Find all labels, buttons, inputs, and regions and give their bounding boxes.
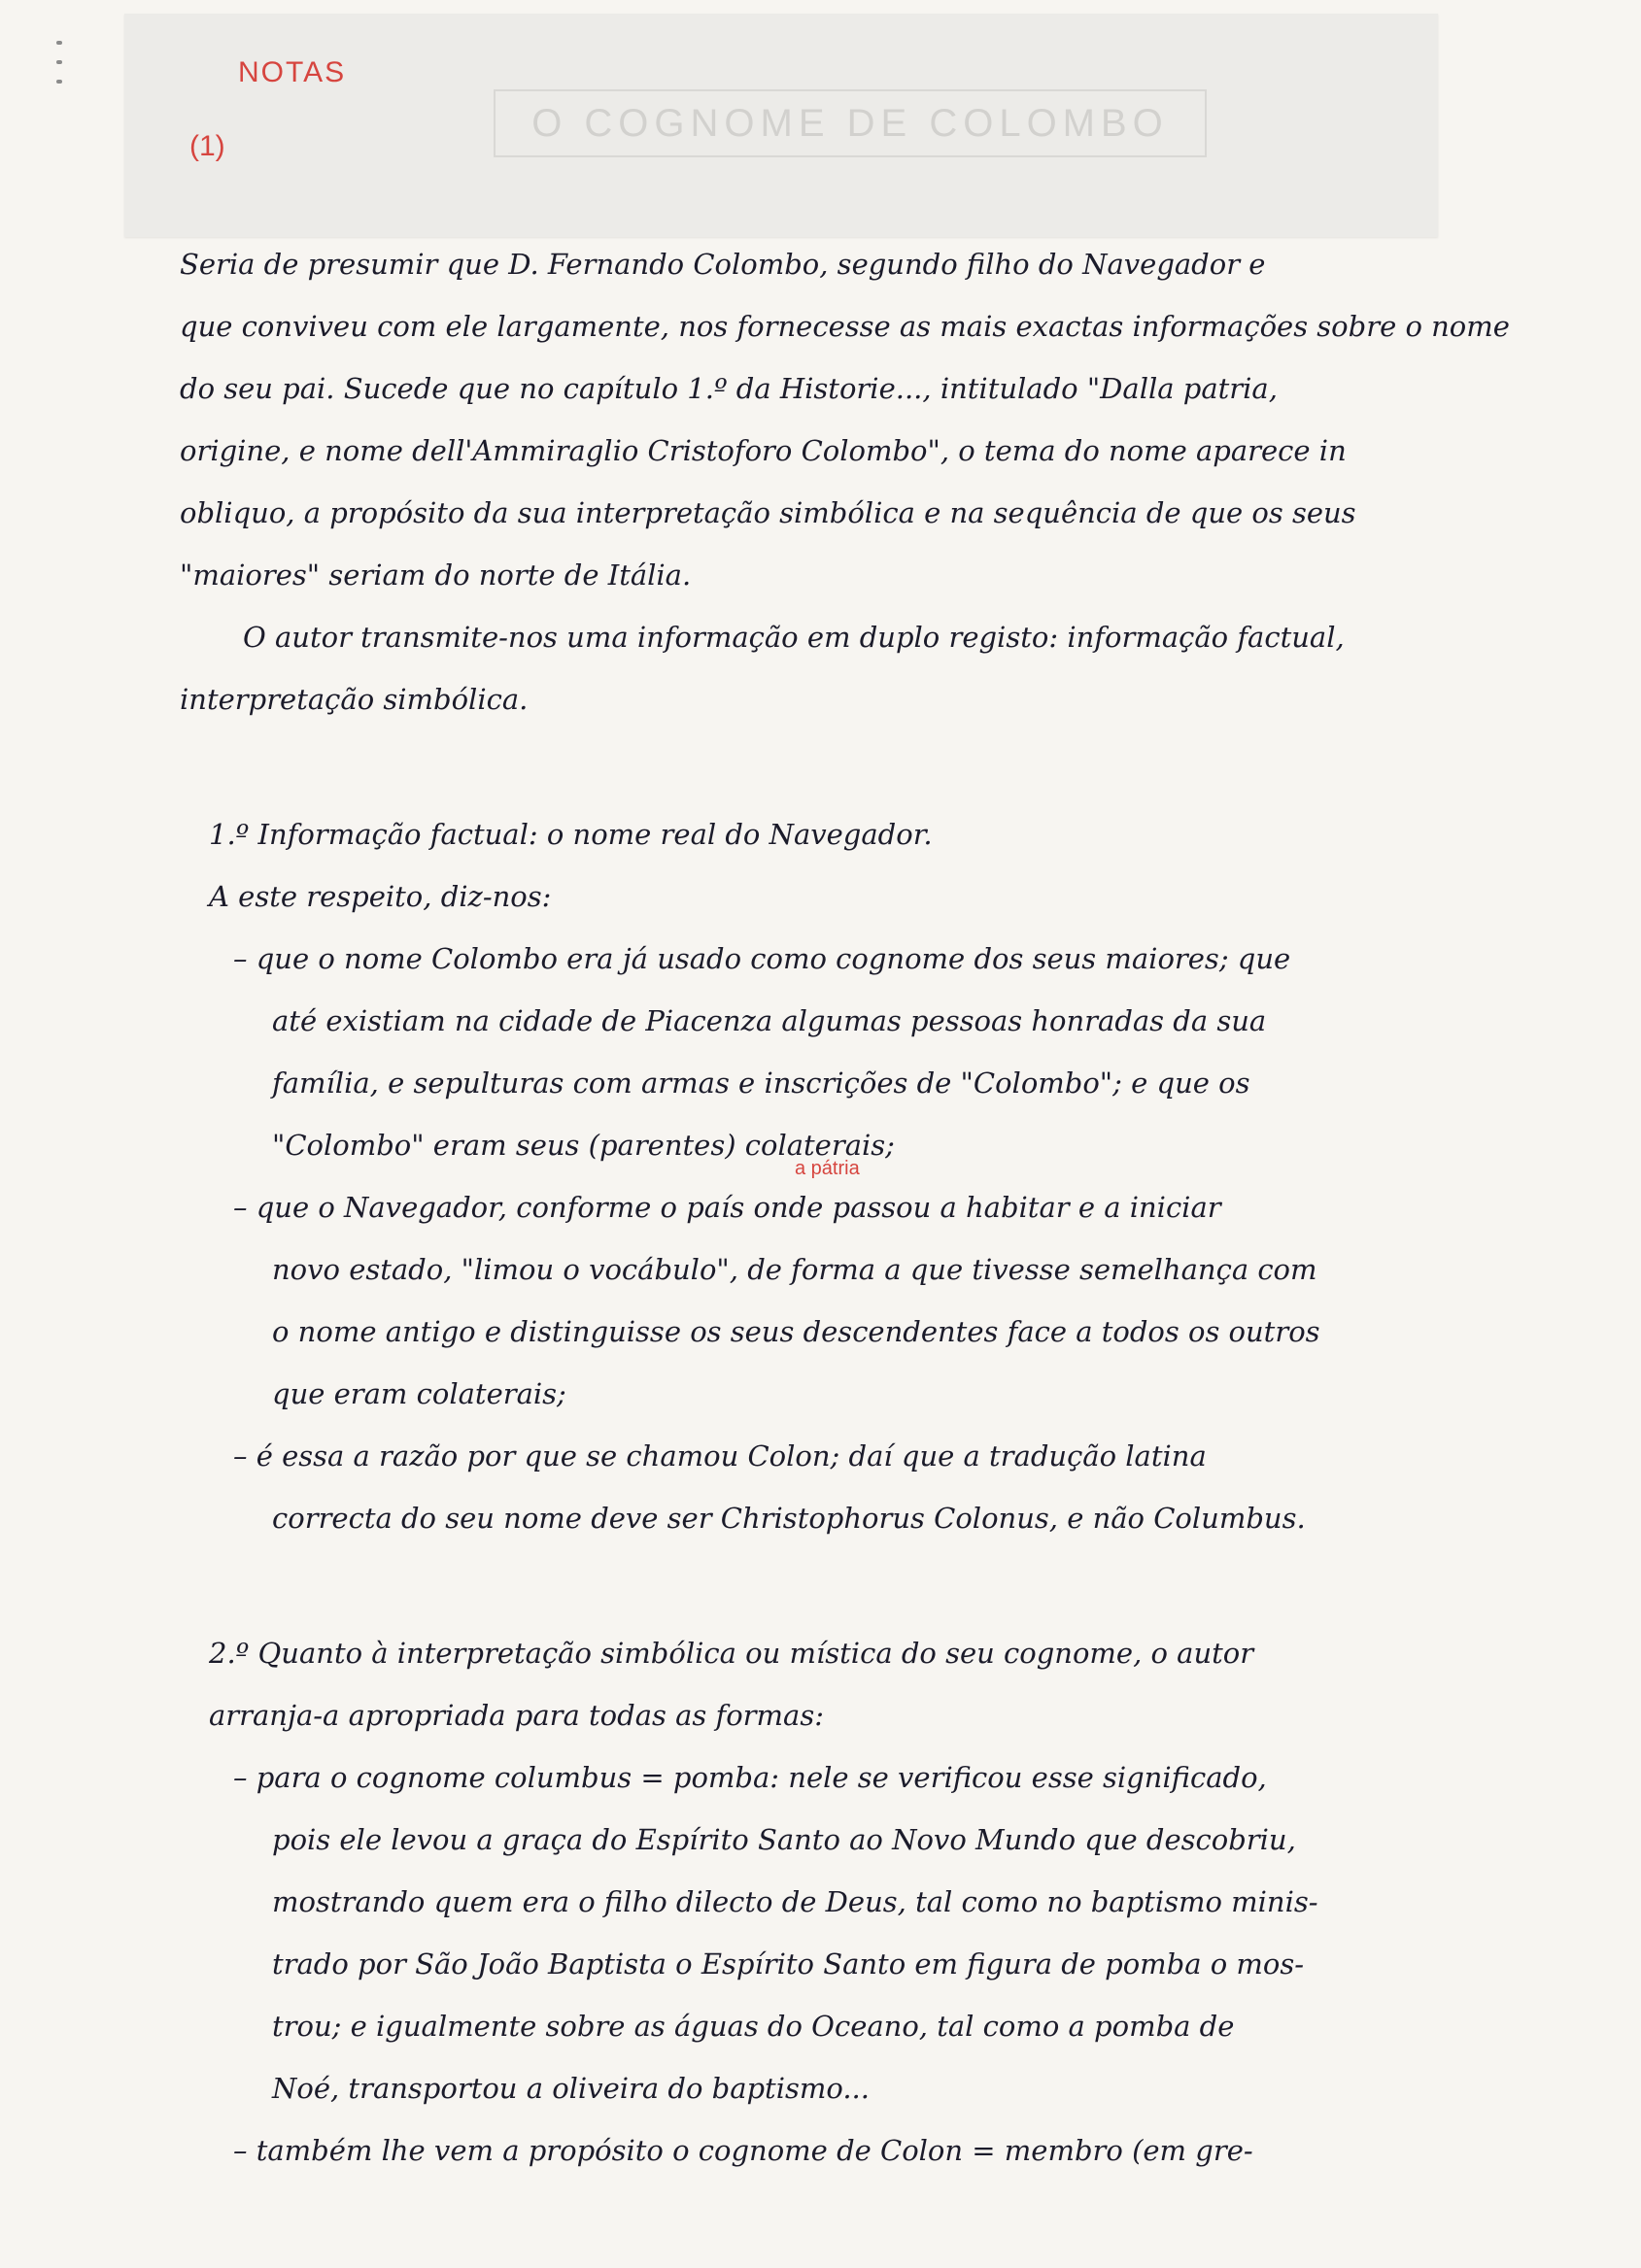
text-line: pois ele levou a graça do Espírito Santo ao Novo Mundo que descobriu, bbox=[272, 1823, 1296, 1856]
text-line: Noé, transportou a oliveira do baptismo... bbox=[272, 2072, 870, 2105]
bullet-line: – é essa a razão por que se chamou Colon; daí que a tradução latina bbox=[233, 1439, 1207, 1473]
text-line: novo estado, "limou o vocábulo", de forma a que tivesse semelhança com bbox=[272, 1253, 1317, 1286]
text-line: família, e sepulturas com armas e inscrições de "Colombo"; e que os bbox=[272, 1066, 1250, 1100]
text-line: até existiam na cidade de Piacenza algumas pessoas honradas da sua bbox=[272, 1004, 1267, 1037]
red-correction: a pátria bbox=[795, 1158, 860, 1179]
text-line: trado por São João Baptista o Espírito Santo em figura de pomba o mos- bbox=[272, 1947, 1305, 1980]
text-line: mostrando quem era o filho dilecto de Deus, tal como no baptismo minis- bbox=[272, 1885, 1318, 1918]
text-line: "maiores" seriam do norte de Itália. bbox=[180, 559, 692, 592]
bullet-line: – que o nome Colombo era já usado como cognome dos seus maiores; que bbox=[233, 942, 1291, 975]
text-line: O autor transmite-nos uma informação em duplo registo: informação factual, bbox=[243, 621, 1345, 654]
text-line: trou; e igualmente sobre as águas do Oceano, tal como a pomba de bbox=[272, 2010, 1235, 2043]
handwritten-text bbox=[180, 233, 1521, 2182]
text-line: "Colombo" eram seus (parentes) colaterais; bbox=[272, 1129, 895, 1162]
note-number: (1) bbox=[189, 130, 225, 162]
text-line: obliquo, a propósito da sua interpretação simbólica e na sequência de que os seus bbox=[180, 496, 1356, 529]
faded-title: O COGNOME DE COLOMBO bbox=[494, 89, 1207, 157]
text-line: A este respeito, diz-nos: bbox=[209, 880, 552, 913]
text-line: Seria de presumir que D. Fernando Colombo, segundo filho do Navegador e bbox=[180, 248, 1266, 281]
section-heading: 2.º Quanto à interpretação simbólica ou mística do seu cognome, o autor bbox=[209, 1637, 1254, 1670]
notes-heading: NOTAS bbox=[238, 56, 347, 88]
text-line: correcta do seu nome deve ser Christophorus Colonus, e não Columbus. bbox=[272, 1502, 1306, 1535]
bullet-line: – também lhe vem a propósito o cognome de Colon = membro (em gre- bbox=[233, 2134, 1253, 2167]
bullet-line: – que o Navegador, conforme o país onde passou a habitar e a iniciar bbox=[233, 1191, 1221, 1224]
punch-mark bbox=[56, 41, 62, 45]
text-line: origine, e nome dell'Ammiraglio Cristoforo Colombo", o tema do nome aparece in bbox=[180, 434, 1347, 467]
punch-mark bbox=[56, 60, 62, 64]
text-line: o nome antigo e distinguisse os seus descendentes face a todos os outros bbox=[272, 1315, 1320, 1348]
text-line: interpretação simbólica. bbox=[180, 683, 529, 716]
text-line: do seu pai. Sucede que no capítulo 1.º da Historie..., intitulado "Dalla patria, bbox=[180, 372, 1278, 405]
section-heading: 1.º Informação factual: o nome real do Navegador. bbox=[209, 818, 933, 851]
text-line: que conviveu com ele largamente, nos fornecesse as mais exactas informações sobre o nome bbox=[180, 310, 1510, 343]
text-line: que eram colaterais; bbox=[272, 1377, 566, 1410]
text-line: arranja-a apropriada para todas as formas: bbox=[209, 1699, 824, 1732]
bullet-line: – para o cognome columbus = pomba: nele se verificou esse significado, bbox=[233, 1761, 1267, 1794]
header-paper-strip bbox=[124, 14, 1438, 237]
punch-mark bbox=[56, 80, 62, 84]
